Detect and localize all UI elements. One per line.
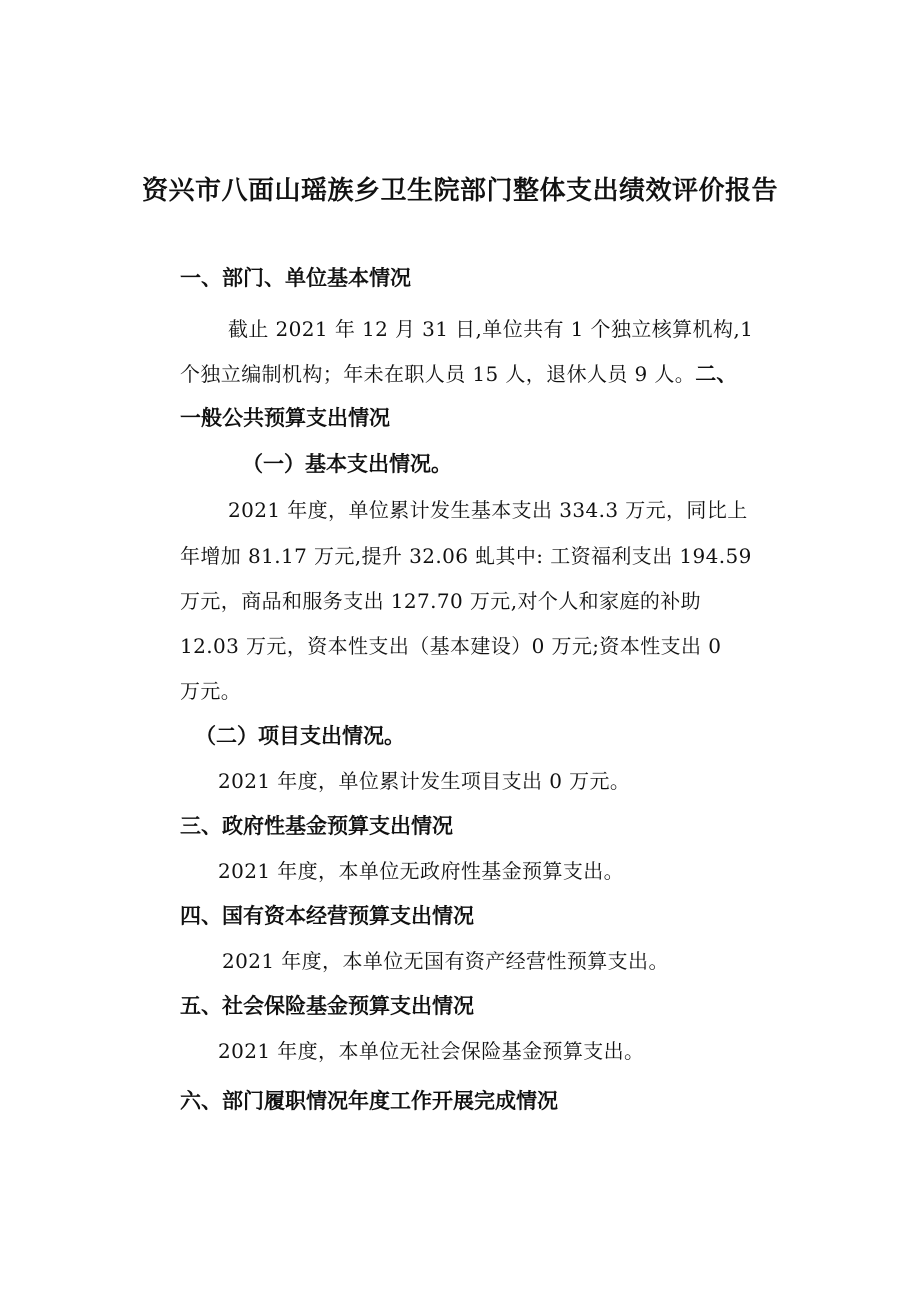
subsection-heading-basic-expenditure: （一）基本支出情况。	[242, 452, 452, 476]
paragraph-line: 12.03 万元，资本性支出（基本建设）0 万元;资本性支出 0	[180, 634, 722, 658]
section-heading-2: 一般公共预算支出情况	[180, 406, 390, 430]
section-heading-3: 三、政府性基金预算支出情况	[180, 814, 453, 838]
section-heading-2-prefix: 二、	[695, 362, 738, 386]
document-title: 资兴市八面山瑶族乡卫生院部门整体支出绩效评价报告	[141, 176, 778, 206]
paragraph-line: 2021 年度，单位累计发生项目支出 0 万元。	[218, 769, 631, 793]
section-heading-4: 四、国有资本经营预算支出情况	[180, 904, 474, 928]
paragraph-line: 截止 2021 年 12 月 31 日,单位共有 1 个独立核算机构,1	[228, 317, 754, 341]
paragraph-line: 年增加 81.17 万元,提升 32.06 虬其中: 工资福利支出 194.59	[180, 544, 752, 568]
subsection-heading-project-expenditure: （二）项目支出情况。	[195, 724, 405, 748]
paragraph-line	[180, 358, 737, 388]
section-heading-1: 一、部门、单位基本情况	[180, 266, 411, 290]
paragraph-line: 万元，商品和服务支出 127.70 万元,对个人和家庭的补助	[180, 589, 702, 613]
paragraph-line: 万元。	[180, 679, 242, 703]
paragraph-line: 2021 年度，本单位无国有资产经营性预算支出。	[222, 949, 669, 973]
paragraph-line: 2021 年度，本单位无社会保险基金预算支出。	[218, 1039, 645, 1063]
paragraph-text: 个独立编制机构；年未在职人员 15 人，退休人员 9 人。	[180, 362, 696, 386]
paragraph-line: 2021 年度，本单位无政府性基金预算支出。	[218, 859, 625, 883]
paragraph-line: 2021 年度，单位累计发生基本支出 334.3 万元，同比上	[228, 498, 748, 522]
section-heading-5: 五、社会保险基金预算支出情况	[180, 994, 474, 1018]
section-heading-6: 六、部门履职情况年度工作开展完成情况	[180, 1089, 558, 1113]
